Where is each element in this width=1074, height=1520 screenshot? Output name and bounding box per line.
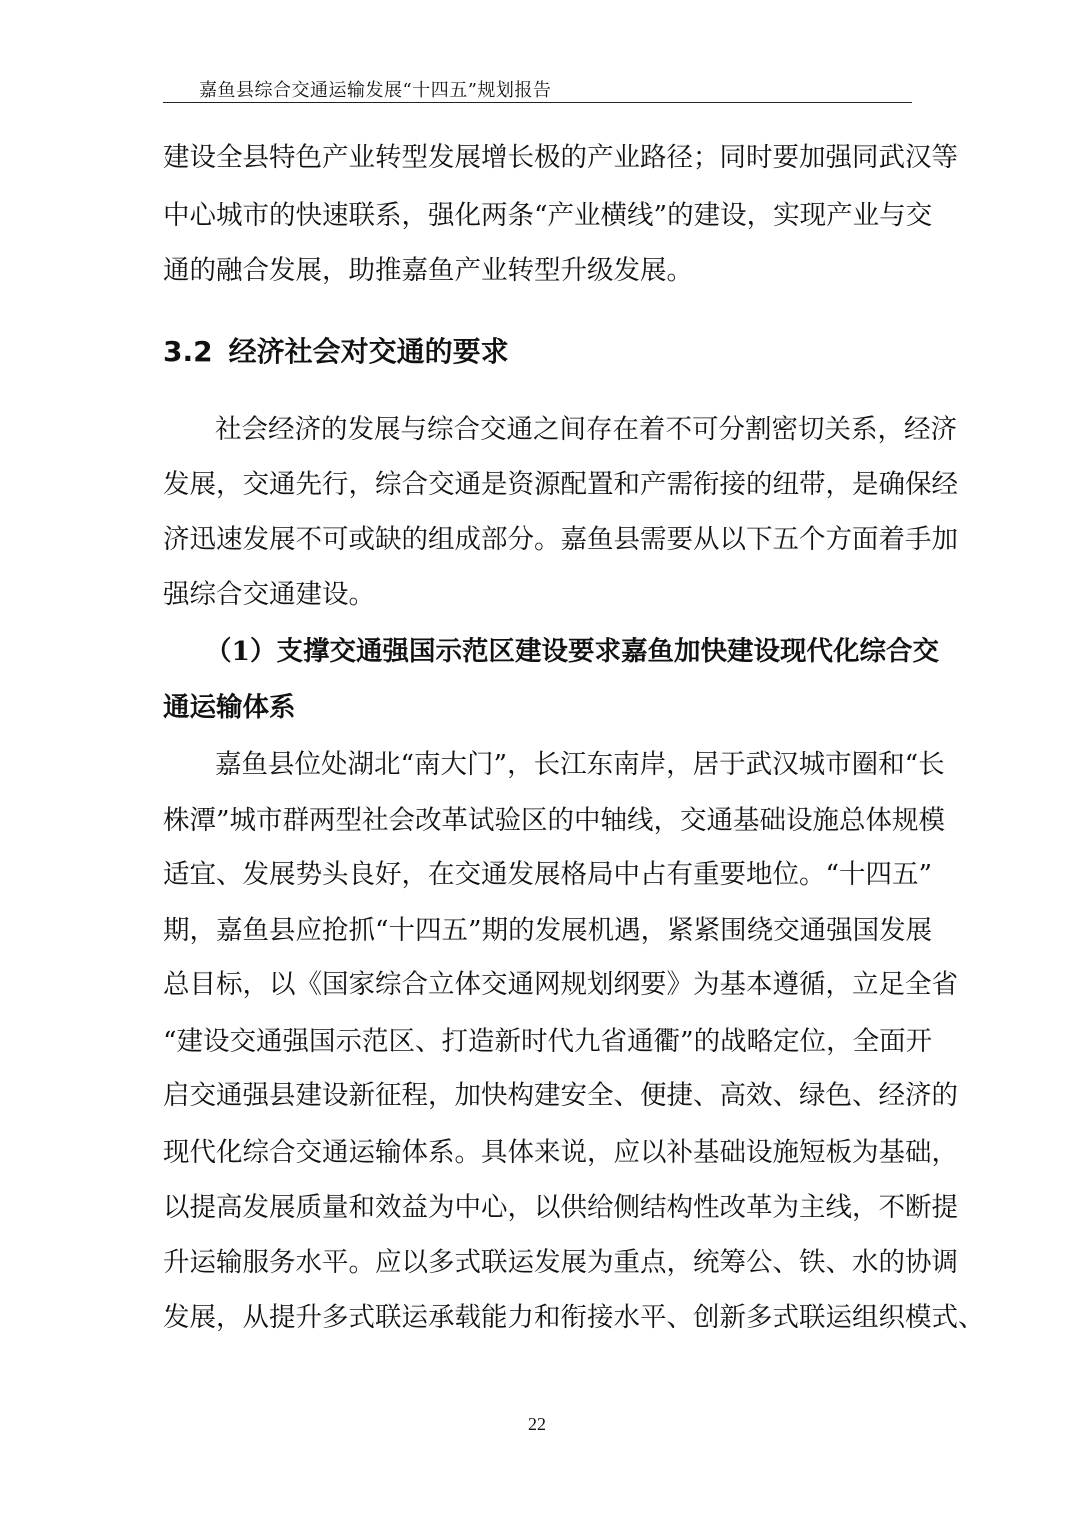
paragraph-line: 建设全县特色产业转型发展增长极的产业路径；同时要加强同武汉等 — [163, 142, 958, 173]
section-heading — [163, 332, 509, 372]
paragraph-line: 期，嘉鱼县应抢抓“十四五”期的发展机遇，紧紧围绕交通强国发展 — [163, 915, 933, 946]
paragraph-line: 中心城市的快速联系，强化两条“产业横线”的建设，实现产业与交 — [163, 200, 933, 231]
paragraph-line: 总目标，以《国家综合立体交通网规划纲要》为基本遵循，立足全省 — [163, 969, 958, 1000]
subheading-line: 通运输体系 — [163, 692, 296, 723]
paragraph-line: “建设交通强国示范区、打造新时代九省通衢”的战略定位，全面开 — [163, 1026, 933, 1057]
paragraph-line: 适宜、发展势头良好，在交通发展格局中占有重要地位。“十四五” — [163, 859, 933, 890]
paragraph-line: 启交通强县建设新征程，加快构建安全、便捷、高效、绿色、经济的 — [163, 1080, 958, 1111]
paragraph-line: 济迅速发展不可或缺的组成部分。嘉鱼县需要从以下五个方面着手加 — [163, 524, 958, 555]
paragraph-line: 社会经济的发展与综合交通之间存在着不可分割密切关系，经济 — [215, 414, 957, 445]
section-number: 3.2 — [163, 335, 213, 368]
paragraph-line: 嘉鱼县位处湖北“南大门”，长江东南岸，居于武汉城市圈和“长 — [215, 749, 945, 780]
header-title: 嘉鱼县综合交通运输发展“十四五”规划报告 — [199, 80, 552, 101]
paragraph-line: 发展，交通先行，综合交通是资源配置和产需衔接的纽带，是确保经 — [163, 469, 958, 500]
paragraph-line: 现代化综合交通运输体系。具体来说，应以补基础设施短板为基础， — [163, 1137, 958, 1168]
paragraph-line: 以提高发展质量和效益为中心，以供给侧结构性改革为主线，不断提 — [163, 1192, 958, 1223]
paragraph-line: 通的融合发展，助推嘉鱼产业转型升级发展。 — [163, 255, 693, 286]
paragraph-line: 升运输服务水平。应以多式联运发展为重点，统筹公、铁、水的协调 — [163, 1247, 958, 1278]
subheading-line: （1）支撑交通强国示范区建设要求嘉鱼加快建设现代化综合交 — [205, 636, 939, 667]
paragraph-line: 发展，从提升多式联运承载能力和衔接水平、创新多式联运组织模式、 — [163, 1302, 985, 1333]
page-number: 22 — [528, 1414, 546, 1434]
section-title: 经济社会对交通的要求 — [228, 335, 509, 368]
page-header — [163, 68, 912, 103]
paragraph-line: 强综合交通建设。 — [163, 579, 375, 610]
paragraph-line: 株潭”城市群两型社会改革试验区的中轴线，交通基础设施总体规模 — [163, 805, 946, 836]
